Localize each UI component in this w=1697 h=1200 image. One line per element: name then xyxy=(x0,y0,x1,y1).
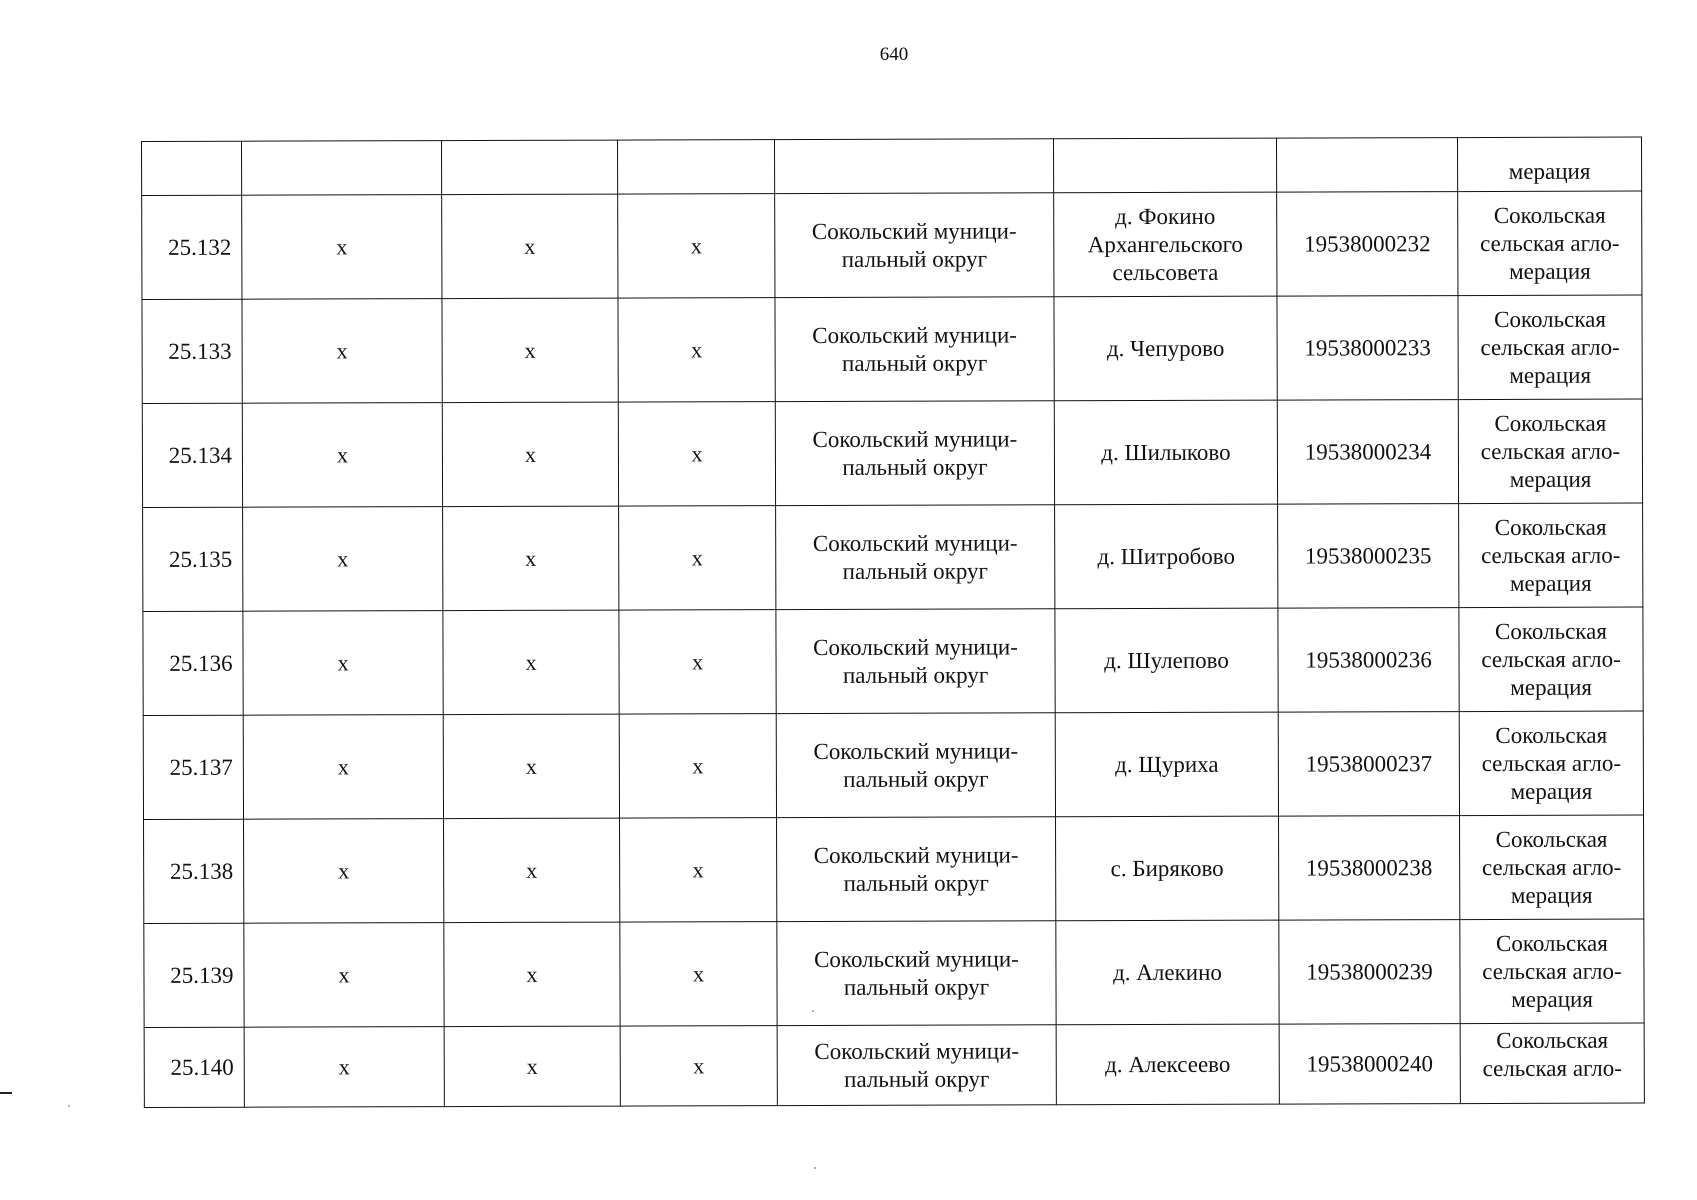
empty-mark-cell: x xyxy=(620,1026,777,1106)
row-number-cell: 25.137 xyxy=(143,715,243,819)
settlement-cell xyxy=(1054,192,1277,297)
empty-mark-cell: x xyxy=(619,506,776,610)
district-line: Сокольский муници- xyxy=(813,737,1019,764)
row-number-cell: 25.136 xyxy=(143,611,243,715)
district-line: Сокольский муници- xyxy=(813,633,1018,660)
agglomeration-line: мерация xyxy=(1511,986,1593,1012)
oktmo-code-cell: 19538000240 xyxy=(1279,1024,1460,1105)
scan-speck xyxy=(68,1105,70,1107)
empty-mark-cell: x xyxy=(244,819,444,924)
agglomeration-cell xyxy=(1460,919,1644,1024)
agglomeration-line: мерация xyxy=(1509,362,1592,388)
page-number: 640 xyxy=(879,44,909,65)
scan-speck xyxy=(812,1010,814,1012)
table-row xyxy=(143,503,1643,611)
empty-mark-cell: x xyxy=(619,714,776,818)
agglomeration-line: Сокольская xyxy=(1496,1027,1609,1053)
scan-speck xyxy=(814,1167,816,1169)
district-line: пальный округ xyxy=(841,349,988,376)
agglomeration-line: сельская агло- xyxy=(1482,958,1622,984)
settlement-line: д. Чепурово xyxy=(1106,335,1225,361)
settlement-line: с. Биряково xyxy=(1110,855,1224,881)
district-line: Сокольский муници- xyxy=(813,841,1019,868)
settlement-cell xyxy=(1055,712,1278,817)
empty-mark-cell: x xyxy=(618,194,775,298)
table-row xyxy=(142,191,1642,299)
empty-mark-cell: x xyxy=(443,714,619,819)
district-line: Сокольский муници- xyxy=(812,425,1018,452)
agglomeration-line: мерация xyxy=(1509,570,1592,596)
oktmo-code-cell: 19538000233 xyxy=(1277,296,1458,401)
agglomeration-cell xyxy=(1459,607,1643,712)
row-number-cell: 25.138 xyxy=(144,819,244,923)
empty-mark-cell: x xyxy=(618,298,775,402)
row-number-cell: 25.139 xyxy=(144,923,244,1027)
district-line: пальный округ xyxy=(842,557,988,584)
district-line: пальный округ xyxy=(841,245,988,272)
district-line: Сокольский муници- xyxy=(812,529,1018,556)
agglomeration-line: сельская агло- xyxy=(1480,334,1620,360)
agglomeration-line: сельская агло- xyxy=(1481,646,1621,672)
empty-mark-cell: x xyxy=(442,194,618,299)
agglomeration-cell xyxy=(1460,1023,1644,1104)
district-line: пальный округ xyxy=(842,453,988,480)
empty-mark-cell: x xyxy=(243,507,443,612)
district-cell xyxy=(776,505,1055,610)
agglomeration-cell xyxy=(1458,295,1642,400)
settlements-table xyxy=(141,137,1645,1108)
agglomeration-line: мерация xyxy=(1509,466,1592,492)
oktmo-code-cell: 19538000234 xyxy=(1277,400,1458,505)
district-line: Сокольский муници- xyxy=(814,1037,1020,1064)
district-line: Сокольский муници- xyxy=(811,217,1017,244)
oktmo-code-cell: 19538000237 xyxy=(1278,712,1459,817)
district-cell xyxy=(777,1025,1056,1106)
table-row xyxy=(142,295,1642,403)
row-number-cell: 25.134 xyxy=(142,403,242,507)
table-cell xyxy=(1053,138,1276,193)
settlement-cell xyxy=(1056,1024,1279,1105)
district-cell xyxy=(776,713,1055,818)
agglomeration-line: сельская агло- xyxy=(1481,542,1621,568)
oktmo-code-cell: 19538000239 xyxy=(1279,920,1460,1025)
oktmo-code-cell: 19538000236 xyxy=(1278,608,1459,713)
agglomeration-line: мерация xyxy=(1510,778,1593,804)
agglomeration-line: мерация xyxy=(1509,258,1591,284)
table-cell xyxy=(142,141,242,195)
oktmo-code-cell: 19538000232 xyxy=(1277,192,1458,297)
table-row xyxy=(143,711,1643,819)
empty-mark-cell: x xyxy=(619,610,776,714)
agglomeration-cell xyxy=(1459,711,1643,816)
empty-mark-cell: x xyxy=(442,298,618,403)
agglomeration-line: Сокольская xyxy=(1494,410,1607,436)
table-cell xyxy=(442,140,618,195)
table-cell xyxy=(774,139,1053,194)
agglomeration-line: Сокольская xyxy=(1494,306,1606,332)
settlement-line: д. Щуриха xyxy=(1115,751,1219,777)
agglomeration-line: сельская агло- xyxy=(1481,750,1622,776)
row-number-cell: 25.140 xyxy=(144,1027,244,1107)
district-line: пальный округ xyxy=(842,661,989,688)
agglomeration-line: Сокольская xyxy=(1495,930,1608,956)
row-number-cell: 25.132 xyxy=(142,195,242,299)
empty-mark-cell: x xyxy=(243,715,443,820)
empty-mark-cell: x xyxy=(442,402,618,507)
empty-mark-cell: x xyxy=(444,818,620,923)
agglomeration-line: Сокольская xyxy=(1495,618,1607,644)
district-cell xyxy=(777,921,1056,1026)
district-line: Сокольский муници- xyxy=(812,321,1017,348)
settlement-line: сельсовета xyxy=(1112,259,1219,285)
continuation-row xyxy=(142,137,1642,195)
district-line: пальный округ xyxy=(843,973,990,1000)
district-line: пальный округ xyxy=(843,869,989,896)
agglomeration-line: сельская агло- xyxy=(1480,230,1620,256)
agglomeration-cell: мерация xyxy=(1457,137,1641,192)
settlement-line: Архангельского xyxy=(1087,231,1243,257)
table-row xyxy=(144,815,1644,923)
settlement-line: д. Шилыково xyxy=(1101,439,1231,465)
agglomeration-cell xyxy=(1458,399,1642,504)
table-cell xyxy=(1276,138,1457,193)
agglomeration-line: Сокольская xyxy=(1493,202,1606,228)
agglomeration-line: мерация xyxy=(1510,674,1592,700)
empty-mark-cell: x xyxy=(242,299,442,404)
settlement-line: д. Фокино xyxy=(1115,203,1216,229)
empty-mark-cell: x xyxy=(244,1027,444,1108)
table-row xyxy=(142,399,1642,507)
district-line: Сокольский муници- xyxy=(814,945,1019,972)
settlement-cell xyxy=(1056,816,1279,921)
margin-mark xyxy=(0,1092,12,1094)
district-line: пальный округ xyxy=(844,1065,990,1092)
agglomeration-line: Сокольская xyxy=(1495,722,1608,748)
row-number-cell: 25.135 xyxy=(143,507,243,611)
agglomeration-cell xyxy=(1460,815,1644,920)
empty-mark-cell: x xyxy=(443,506,619,611)
settlement-cell xyxy=(1054,296,1277,401)
settlement-line: д. Алекино xyxy=(1113,959,1222,985)
district-line: пальный округ xyxy=(843,765,989,792)
empty-mark-cell: x xyxy=(620,922,777,1026)
district-cell xyxy=(775,193,1054,298)
agglomeration-line: Сокольская xyxy=(1494,514,1607,540)
district-cell xyxy=(775,401,1054,506)
empty-mark-cell: x xyxy=(443,610,619,715)
empty-mark-cell: x xyxy=(244,923,444,1028)
empty-mark-cell: x xyxy=(444,922,620,1027)
table-row xyxy=(144,919,1644,1027)
table-row xyxy=(144,1023,1644,1107)
settlement-cell xyxy=(1054,400,1277,505)
settlement-line: д. Алексеево xyxy=(1105,1051,1231,1077)
oktmo-code-cell: 19538000238 xyxy=(1279,816,1460,921)
empty-mark-cell: x xyxy=(618,402,775,506)
agglomeration-line: сельская агло- xyxy=(1480,438,1621,464)
district-cell xyxy=(775,297,1054,402)
table-row xyxy=(143,607,1643,715)
settlement-cell xyxy=(1055,504,1278,609)
settlement-cell xyxy=(1055,608,1278,713)
agglomeration-line: мерация xyxy=(1510,882,1593,908)
empty-mark-cell: x xyxy=(242,195,442,300)
agglomeration-cell xyxy=(1458,191,1642,296)
district-cell xyxy=(777,817,1056,922)
empty-mark-cell: x xyxy=(243,611,443,716)
agglomeration-line: Сокольская xyxy=(1495,826,1608,852)
empty-mark-cell: x xyxy=(242,403,442,508)
agglomeration-cell xyxy=(1459,503,1643,608)
settlement-line: д. Шулепово xyxy=(1104,647,1229,673)
row-number-cell: 25.133 xyxy=(142,299,242,403)
oktmo-code-cell: 19538000235 xyxy=(1278,504,1459,609)
district-cell xyxy=(776,609,1055,714)
empty-mark-cell: x xyxy=(444,1026,620,1107)
settlement-cell xyxy=(1056,920,1279,1025)
empty-mark-cell: x xyxy=(620,818,777,922)
agglomeration-line: сельская агло- xyxy=(1481,854,1622,880)
table-cell xyxy=(242,141,442,196)
agglomeration-line: сельская агло- xyxy=(1482,1055,1622,1082)
table-cell xyxy=(617,140,774,194)
settlement-line: д. Шитробово xyxy=(1097,543,1235,569)
